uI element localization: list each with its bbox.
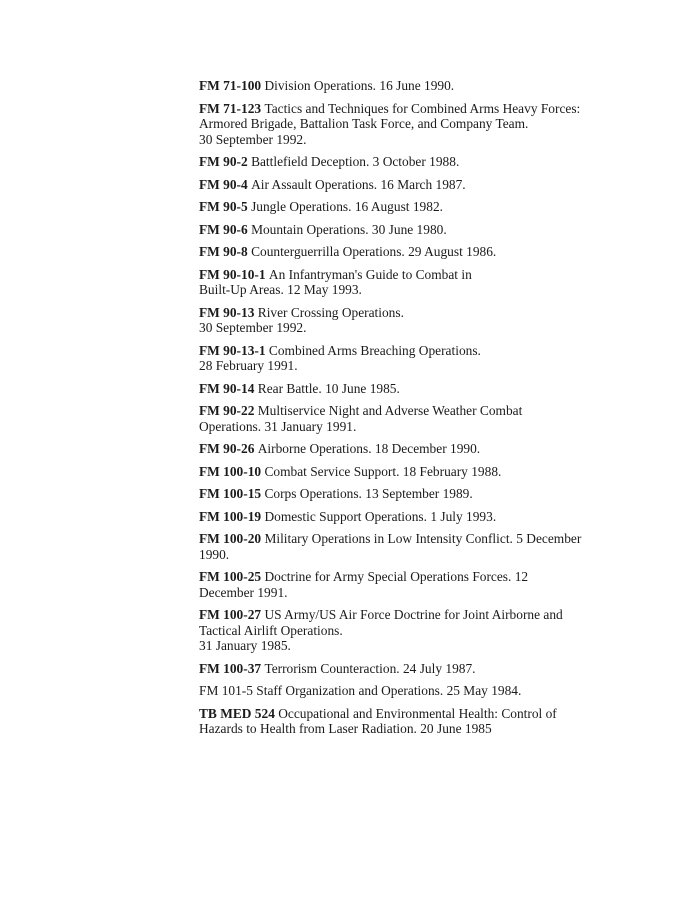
reference-number: TB MED 524 bbox=[199, 705, 275, 721]
reference-text: Doctrine for Army Special Operations Forces. 12 bbox=[264, 569, 529, 584]
reference-text: Jungle Operations. 16 August 1982. bbox=[251, 199, 443, 214]
reference-text: Division Operations. 16 June 1990. bbox=[264, 78, 455, 93]
reference-text: 30 September 1992. bbox=[199, 320, 307, 335]
reference-text: Military Operations in Low Intensity Conflict. 5 December bbox=[264, 531, 582, 546]
reference-entry bbox=[199, 177, 665, 193]
reference-entry bbox=[199, 531, 665, 562]
reference-entry bbox=[199, 199, 665, 215]
reference-text: Counterguerrilla Operations. 29 August 1986. bbox=[251, 244, 497, 259]
reference-text: Rear Battle. 10 June 1985. bbox=[257, 380, 400, 396]
reference-entry bbox=[199, 403, 665, 434]
reference-number: FM 90-6 bbox=[199, 221, 248, 237]
reference-number: FM 71-100 bbox=[199, 78, 262, 93]
reference-entry bbox=[199, 154, 665, 170]
references-list bbox=[199, 78, 665, 737]
reference-text: Tactical Airlift Operations. bbox=[199, 622, 343, 638]
reference-entry bbox=[199, 706, 665, 737]
reference-entry bbox=[199, 683, 665, 699]
reference-entry bbox=[199, 486, 665, 502]
reference-number: FM 100-19 bbox=[199, 508, 262, 524]
reference-number: FM 100-10 bbox=[199, 463, 262, 479]
reference-number: FM 100-27 bbox=[199, 607, 262, 622]
reference-entry bbox=[199, 267, 665, 298]
reference-number: FM 90-13 bbox=[199, 304, 255, 320]
reference-number: FM 100-25 bbox=[199, 569, 262, 584]
reference-text: US Army/US Air Force Doctrine for Joint Airborne and bbox=[264, 607, 563, 622]
reference-text: 28 February 1991. bbox=[199, 358, 298, 373]
reference-text: River Crossing Operations. bbox=[257, 304, 404, 320]
reference-text: Corps Operations. 13 September 1989. bbox=[264, 486, 473, 501]
reference-number: FM 90-22 bbox=[199, 403, 255, 418]
reference-text: Battlefield Deception. 3 October 1988. bbox=[251, 154, 460, 169]
reference-entry bbox=[199, 441, 665, 457]
reference-text: December 1991. bbox=[199, 584, 288, 600]
reference-number: FM 90-4 bbox=[199, 176, 248, 192]
reference-text: Operations. 31 January 1991. bbox=[199, 418, 357, 434]
reference-number: FM 90-8 bbox=[199, 244, 248, 259]
reference-number: FM 90-13-1 bbox=[199, 342, 266, 358]
reference-entry bbox=[199, 464, 665, 480]
reference-entry bbox=[199, 78, 665, 94]
reference-text: Occupational and Environmental Health: Control of bbox=[278, 705, 557, 721]
reference-text: Hazards to Health from Laser Radiation. 20 June 1985 bbox=[199, 721, 492, 736]
reference-text: Air Assault Operations. 16 March 1987. bbox=[251, 176, 466, 192]
reference-entry bbox=[199, 661, 665, 677]
reference-text: Built-Up Areas. 12 May 1993. bbox=[199, 282, 362, 297]
reference-text: 31 January 1985. bbox=[199, 638, 291, 653]
reference-number: FM 100-37 bbox=[199, 660, 262, 676]
reference-text: Mountain Operations. 30 June 1980. bbox=[251, 221, 447, 237]
reference-number: FM 71-123 bbox=[199, 100, 262, 116]
reference-number: FM 90-10-1 bbox=[199, 266, 266, 282]
reference-text: 30 September 1992. bbox=[199, 131, 307, 147]
reference-text: Staff Organization and Operations. 25 May 1984. bbox=[256, 683, 522, 698]
reference-text: Tactics and Techniques for Combined Arms Heavy Forces: bbox=[264, 100, 581, 116]
reference-entry bbox=[199, 381, 665, 397]
reference-text: Terrorism Counteraction. 24 July 1987. bbox=[264, 660, 476, 676]
reference-number: FM 90-26 bbox=[199, 441, 255, 456]
reference-text: Combined Arms Breaching Operations. bbox=[268, 342, 481, 358]
reference-entry bbox=[199, 569, 665, 600]
reference-number: FM 90-14 bbox=[199, 380, 255, 396]
reference-entry bbox=[199, 244, 665, 260]
reference-number: FM 100-15 bbox=[199, 486, 262, 501]
reference-text: An Infantryman's Guide to Combat in bbox=[268, 266, 472, 282]
reference-text: Domestic Support Operations. 1 July 1993. bbox=[264, 508, 497, 524]
reference-text: Multiservice Night and Adverse Weather Combat bbox=[257, 403, 523, 418]
reference-number: FM 101-5 bbox=[199, 683, 253, 698]
reference-text: Airborne Operations. 18 December 1990. bbox=[257, 441, 481, 456]
reference-text: Combat Service Support. 18 February 1988. bbox=[264, 463, 502, 479]
reference-number: FM 90-2 bbox=[199, 154, 248, 169]
reference-entry bbox=[199, 101, 665, 148]
reference-entry bbox=[199, 305, 665, 336]
reference-text: 1990. bbox=[199, 546, 230, 562]
reference-entry bbox=[199, 222, 665, 238]
reference-entry bbox=[199, 607, 665, 654]
reference-entry bbox=[199, 343, 665, 374]
reference-entry bbox=[199, 509, 665, 525]
reference-number: FM 90-5 bbox=[199, 199, 248, 214]
reference-number: FM 100-20 bbox=[199, 531, 262, 546]
reference-text: Armored Brigade, Battalion Task Force, and Company Team. bbox=[199, 116, 529, 131]
